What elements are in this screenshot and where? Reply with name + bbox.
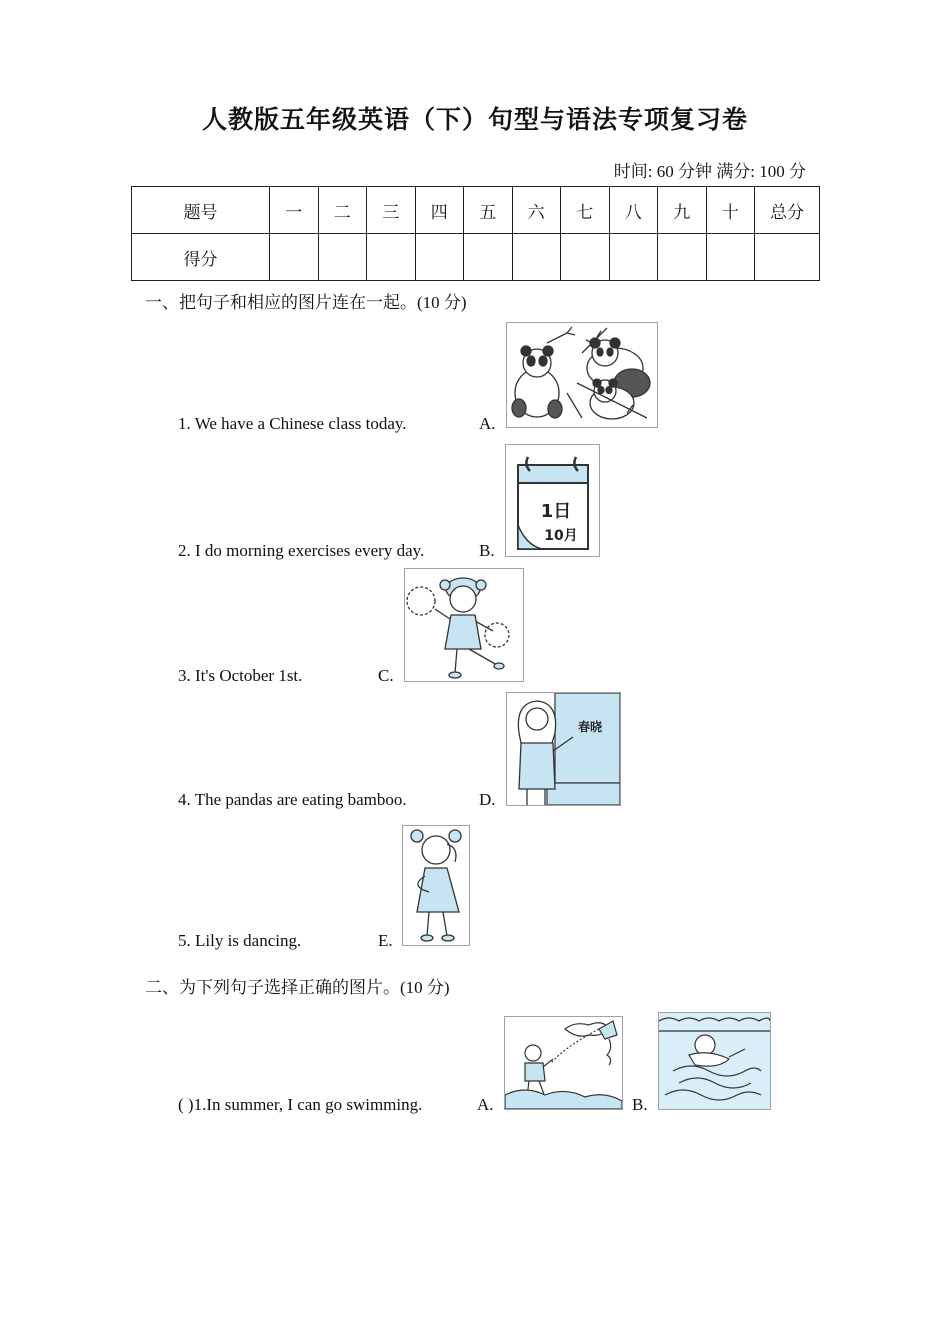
section-2-heading: 二、为下列句子选择正确的图片。(10 分) (145, 978, 450, 997)
page-title: 人教版五年级英语（下）句型与语法专项复习卷 (201, 105, 748, 134)
score-header-cell: 九 (658, 187, 707, 234)
cheerleader-illustration (405, 569, 523, 681)
boy-flying-kite-image (504, 1016, 623, 1110)
teacher-illustration (507, 693, 620, 805)
calendar-illustration (506, 445, 599, 556)
option-e-label: E. (378, 931, 393, 950)
score-input-cell[interactable] (706, 234, 755, 281)
dancer-illustration (403, 826, 469, 945)
question-3-text: 3. It's October 1st. (178, 666, 303, 685)
pandas-illustration (507, 323, 657, 427)
section-2-option-b-label: B. (632, 1095, 648, 1114)
swimming-illustration (659, 1013, 770, 1109)
pandas-eating-bamboo-image (506, 322, 658, 428)
teacher-at-blackboard-image (506, 692, 621, 806)
score-header-cell: 题号 (132, 187, 270, 234)
question-2-text: 2. I do morning exercises every day. (178, 541, 425, 560)
question-5-text: 5. Lily is dancing. (178, 931, 302, 950)
score-table-header-row (132, 187, 820, 234)
score-header-cell: 四 (415, 187, 464, 234)
question-1-text: 1. We have a Chinese class today. (178, 414, 407, 433)
score-header-cell: 六 (512, 187, 561, 234)
section-2-option-a-label: A. (477, 1095, 494, 1114)
question-4-text: 4. The pandas are eating bamboo. (178, 790, 407, 809)
kite-illustration (505, 1017, 622, 1109)
girl-cheerleading-image (404, 568, 524, 682)
score-input-cell[interactable] (658, 234, 707, 281)
score-header-cell: 十 (706, 187, 755, 234)
section-2-question-1-text: ( )1.In summer, I can go swimming. (178, 1095, 423, 1114)
score-header-cell: 七 (561, 187, 610, 234)
girl-dancing-image (402, 825, 470, 946)
score-input-cell[interactable] (270, 234, 319, 281)
score-input-cell[interactable] (755, 234, 820, 281)
score-table (131, 186, 820, 281)
score-header-cell: 一 (270, 187, 319, 234)
score-input-cell[interactable] (464, 234, 513, 281)
score-header-cell: 三 (367, 187, 416, 234)
calendar-day-text: 1日 (540, 501, 572, 522)
score-input-cell[interactable] (561, 234, 610, 281)
blackboard-text: 春晓 (577, 720, 603, 734)
score-header-cell: 八 (609, 187, 658, 234)
score-input-cell[interactable] (367, 234, 416, 281)
score-input-cell[interactable] (512, 234, 561, 281)
score-header-cell: 二 (318, 187, 367, 234)
calendar-image (505, 444, 600, 557)
option-b-label: B. (479, 541, 495, 560)
option-d-label: D. (479, 790, 496, 809)
score-input-cell[interactable] (318, 234, 367, 281)
score-row-label: 得分 (132, 234, 270, 281)
score-input-cell[interactable] (415, 234, 464, 281)
boy-swimming-image (658, 1012, 771, 1110)
time-and-score-info: 时间: 60 分钟 满分: 100 分 (613, 162, 806, 181)
score-header-cell: 总分 (755, 187, 820, 234)
score-header-cell: 五 (464, 187, 513, 234)
section-1-heading: 一、把句子和相应的图片连在一起。(10 分) (145, 293, 467, 312)
calendar-month-text: 10月 (544, 528, 578, 544)
option-c-label: C. (378, 666, 394, 685)
option-a-label: A. (479, 414, 496, 433)
score-input-cell[interactable] (609, 234, 658, 281)
score-table-score-row (132, 234, 820, 281)
